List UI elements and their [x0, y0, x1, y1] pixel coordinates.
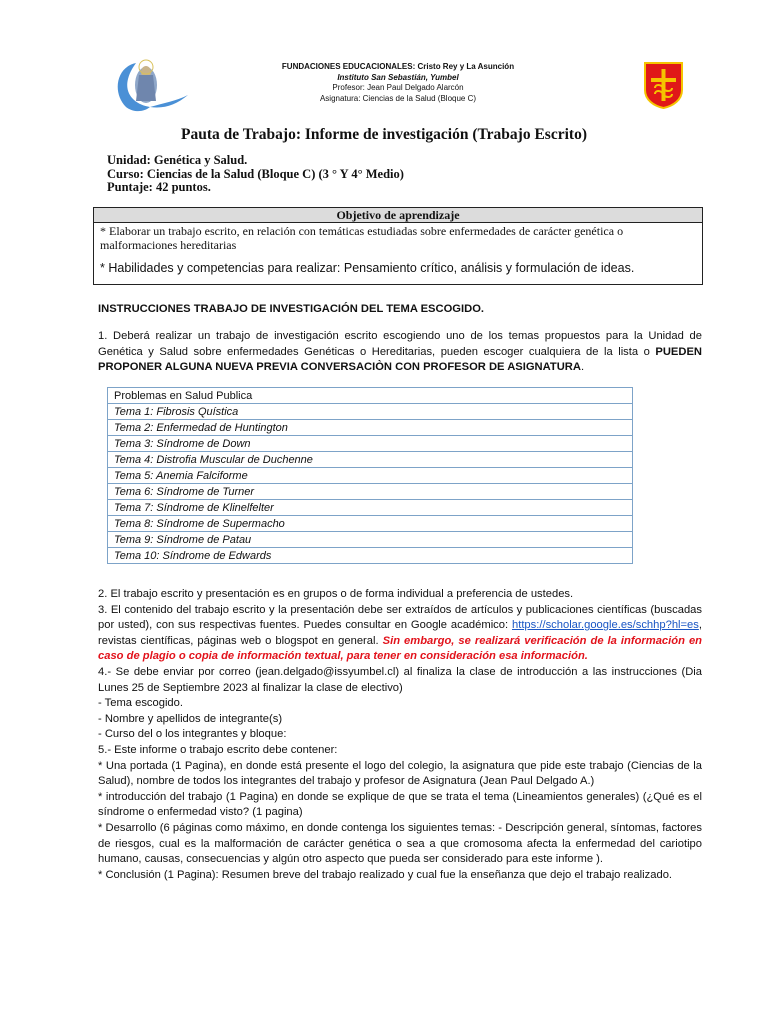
meta-score: Puntaje: 42 puntos. [107, 180, 211, 194]
table-row [108, 468, 633, 484]
header [98, 50, 698, 120]
document-title: Pauta de Trabajo: Informe de investigación (Trabajo Escrito) [181, 126, 587, 143]
instruction-1-end: . [580, 361, 585, 374]
table-row [108, 420, 633, 436]
table-row [108, 404, 633, 420]
instruction-4: 4.- Se debe enviar por correo (jean.delgado@issyumbel.cl) al finaliza la clase de introducción a las instrucciones (Dia Lunes 25 de Septiembre 2023 al finalizar la clase de electivo) [98, 665, 702, 694]
instruction-1-bold: PUEDEN PROPONER ALGUNA NUEVA PREVIA CONVERSACIÒN CON PROFESOR DE ASIGNATURA [98, 345, 702, 374]
meta-course: Curso: Ciencias de la Salud (Bloque C) (3 ° Y 4° Medio) [107, 166, 404, 181]
list-item: * Conclusión (1 Pagina): Resumen breve del trabajo realizado y cual fue la enseñanza que dejo el trabajo realizado. [98, 868, 673, 881]
topics-table [107, 387, 633, 564]
instruction-3-after: , revistas científicas, páginas web o blogspot en general. [98, 619, 702, 647]
plagiarism-warning: Sin embargo, se realizará verificación de la información en caso de plagio o copia de información textual, para tener en consideración esa información. [98, 634, 702, 663]
instruction-3-text: 3. El contenido del trabajo escrito y la presentación debe ser extraídos de artículos y publicaciones científicas (buscadas por usted), con sus respectivas fuentes. Puedes consultar en Google académico: [98, 603, 702, 632]
table-header-row [108, 388, 633, 404]
school-logo-left-icon [106, 55, 206, 115]
list-item: - Nombre y apellidos de integrante(s) [98, 712, 283, 725]
scholar-link[interactable]: https://scholar.google.es/schhp?hl=es [511, 619, 699, 632]
table-row [108, 500, 633, 516]
topic-cell: Tema 6: Síndrome de Turner [108, 484, 633, 500]
topic-cell: Tema 9: Síndrome de Patau [108, 532, 633, 548]
instruction-2: 2. El trabajo escrito y presentación es en grupos o de forma individual a preferencia de ustedes. [98, 588, 574, 600]
topic-cell: Tema 3: Síndrome de Down [108, 436, 633, 452]
course-meta [107, 154, 404, 195]
instruction-1-text: 1. Deberá realizar un trabajo de investigación escrito escogiendo uno de los temas propuestos para la Unidad de Genética y Salud sobre enfermedades Genéticas o Hereditarias, pueden escoger cualquiera de la lista o [98, 330, 702, 358]
table-row [108, 484, 633, 500]
topic-cell: Tema 8: Síndrome de Supermacho [108, 516, 633, 532]
list-item: - Tema escogido. [98, 697, 183, 710]
table-row [108, 516, 633, 532]
list-item: * Una portada (1 Pagina), en donde está presente el logo del colegio, la asignatura que pide este trabajo (Ciencias de la Salud), nombre de todos los integrantes del trabajo y profesor de Asignatura (Jean Paul Delgado A.) [98, 759, 702, 788]
table-row [108, 452, 633, 468]
header-teacher: Profesor: Jean Paul Delgado Alarcón [332, 83, 464, 92]
topic-cell: Tema 10: Síndrome de Edwards [108, 548, 633, 564]
table-header-cell: Problemas en Salud Publica [108, 388, 633, 404]
table-row [108, 532, 633, 548]
school-shield-icon [641, 60, 686, 110]
objective-heading: Objetivo de aprendizaje [94, 208, 702, 223]
topic-cell: Tema 2: Enfermedad de Huntington [108, 420, 633, 436]
header-text [208, 62, 588, 104]
list-item: - Curso del o los integrantes y bloque: [98, 728, 287, 741]
instruction-3 [98, 603, 702, 665]
header-institute: Instituto San Sebastián, Yumbel [337, 72, 459, 82]
objective-line-1: * Elaborar un trabajo escrito, en relación con temáticas estudiadas sobre enfermedades de carácter genética o malformaciones hereditarias [100, 224, 624, 252]
table-row [108, 436, 633, 452]
objective-line-2: * Habilidades y competencias para realizar: Pensamiento crítico, análisis y formulación de ideas. [100, 261, 635, 275]
table-row [108, 548, 633, 564]
meta-unit: Unidad: Genética y Salud. [107, 153, 248, 167]
instructions-body [98, 587, 702, 883]
instruction-5: 5.- Este informe o trabajo escrito debe contener: [98, 743, 338, 756]
list-item: * Desarrollo (6 páginas como máximo, en donde contenga los siguientes temas: - Descripción general, síntomas, factores de riesgos, cual es la malformación de carácter genética o sea a que cromosoma afecta la enfermedad del cariotipo humano, causas, consecuencias y algún otro aspecto que pueda ser considerado para este informe ). [98, 821, 702, 866]
topic-cell: Tema 4: Distrofia Muscular de Duchenne [108, 452, 633, 468]
topic-cell: Tema 5: Anemia Falciforme [108, 468, 633, 484]
header-subject: Asignatura: Ciencias de la Salud (Bloque C) [319, 93, 477, 103]
topic-cell: Tema 7: Síndrome de Klinelfelter [108, 500, 633, 516]
instructions-title: INSTRUCCIONES TRABAJO DE INVESTIGACIÓN DEL TEMA ESCOGIDO. [98, 303, 485, 315]
topic-cell: Tema 1: Fibrosis Quística [108, 404, 633, 420]
list-item: * introducción del trabajo (1 Pagina) en donde se explique de que se trata el tema (Lineamientos generales) (¿Qué es el síndrome o enfermedad visto? (1 pagina) [98, 790, 702, 819]
header-org: FUNDACIONES EDUCACIONALES: Cristo Rey y La Asunción [281, 62, 515, 71]
instruction-1 [98, 329, 702, 376]
objective-box [93, 207, 703, 285]
